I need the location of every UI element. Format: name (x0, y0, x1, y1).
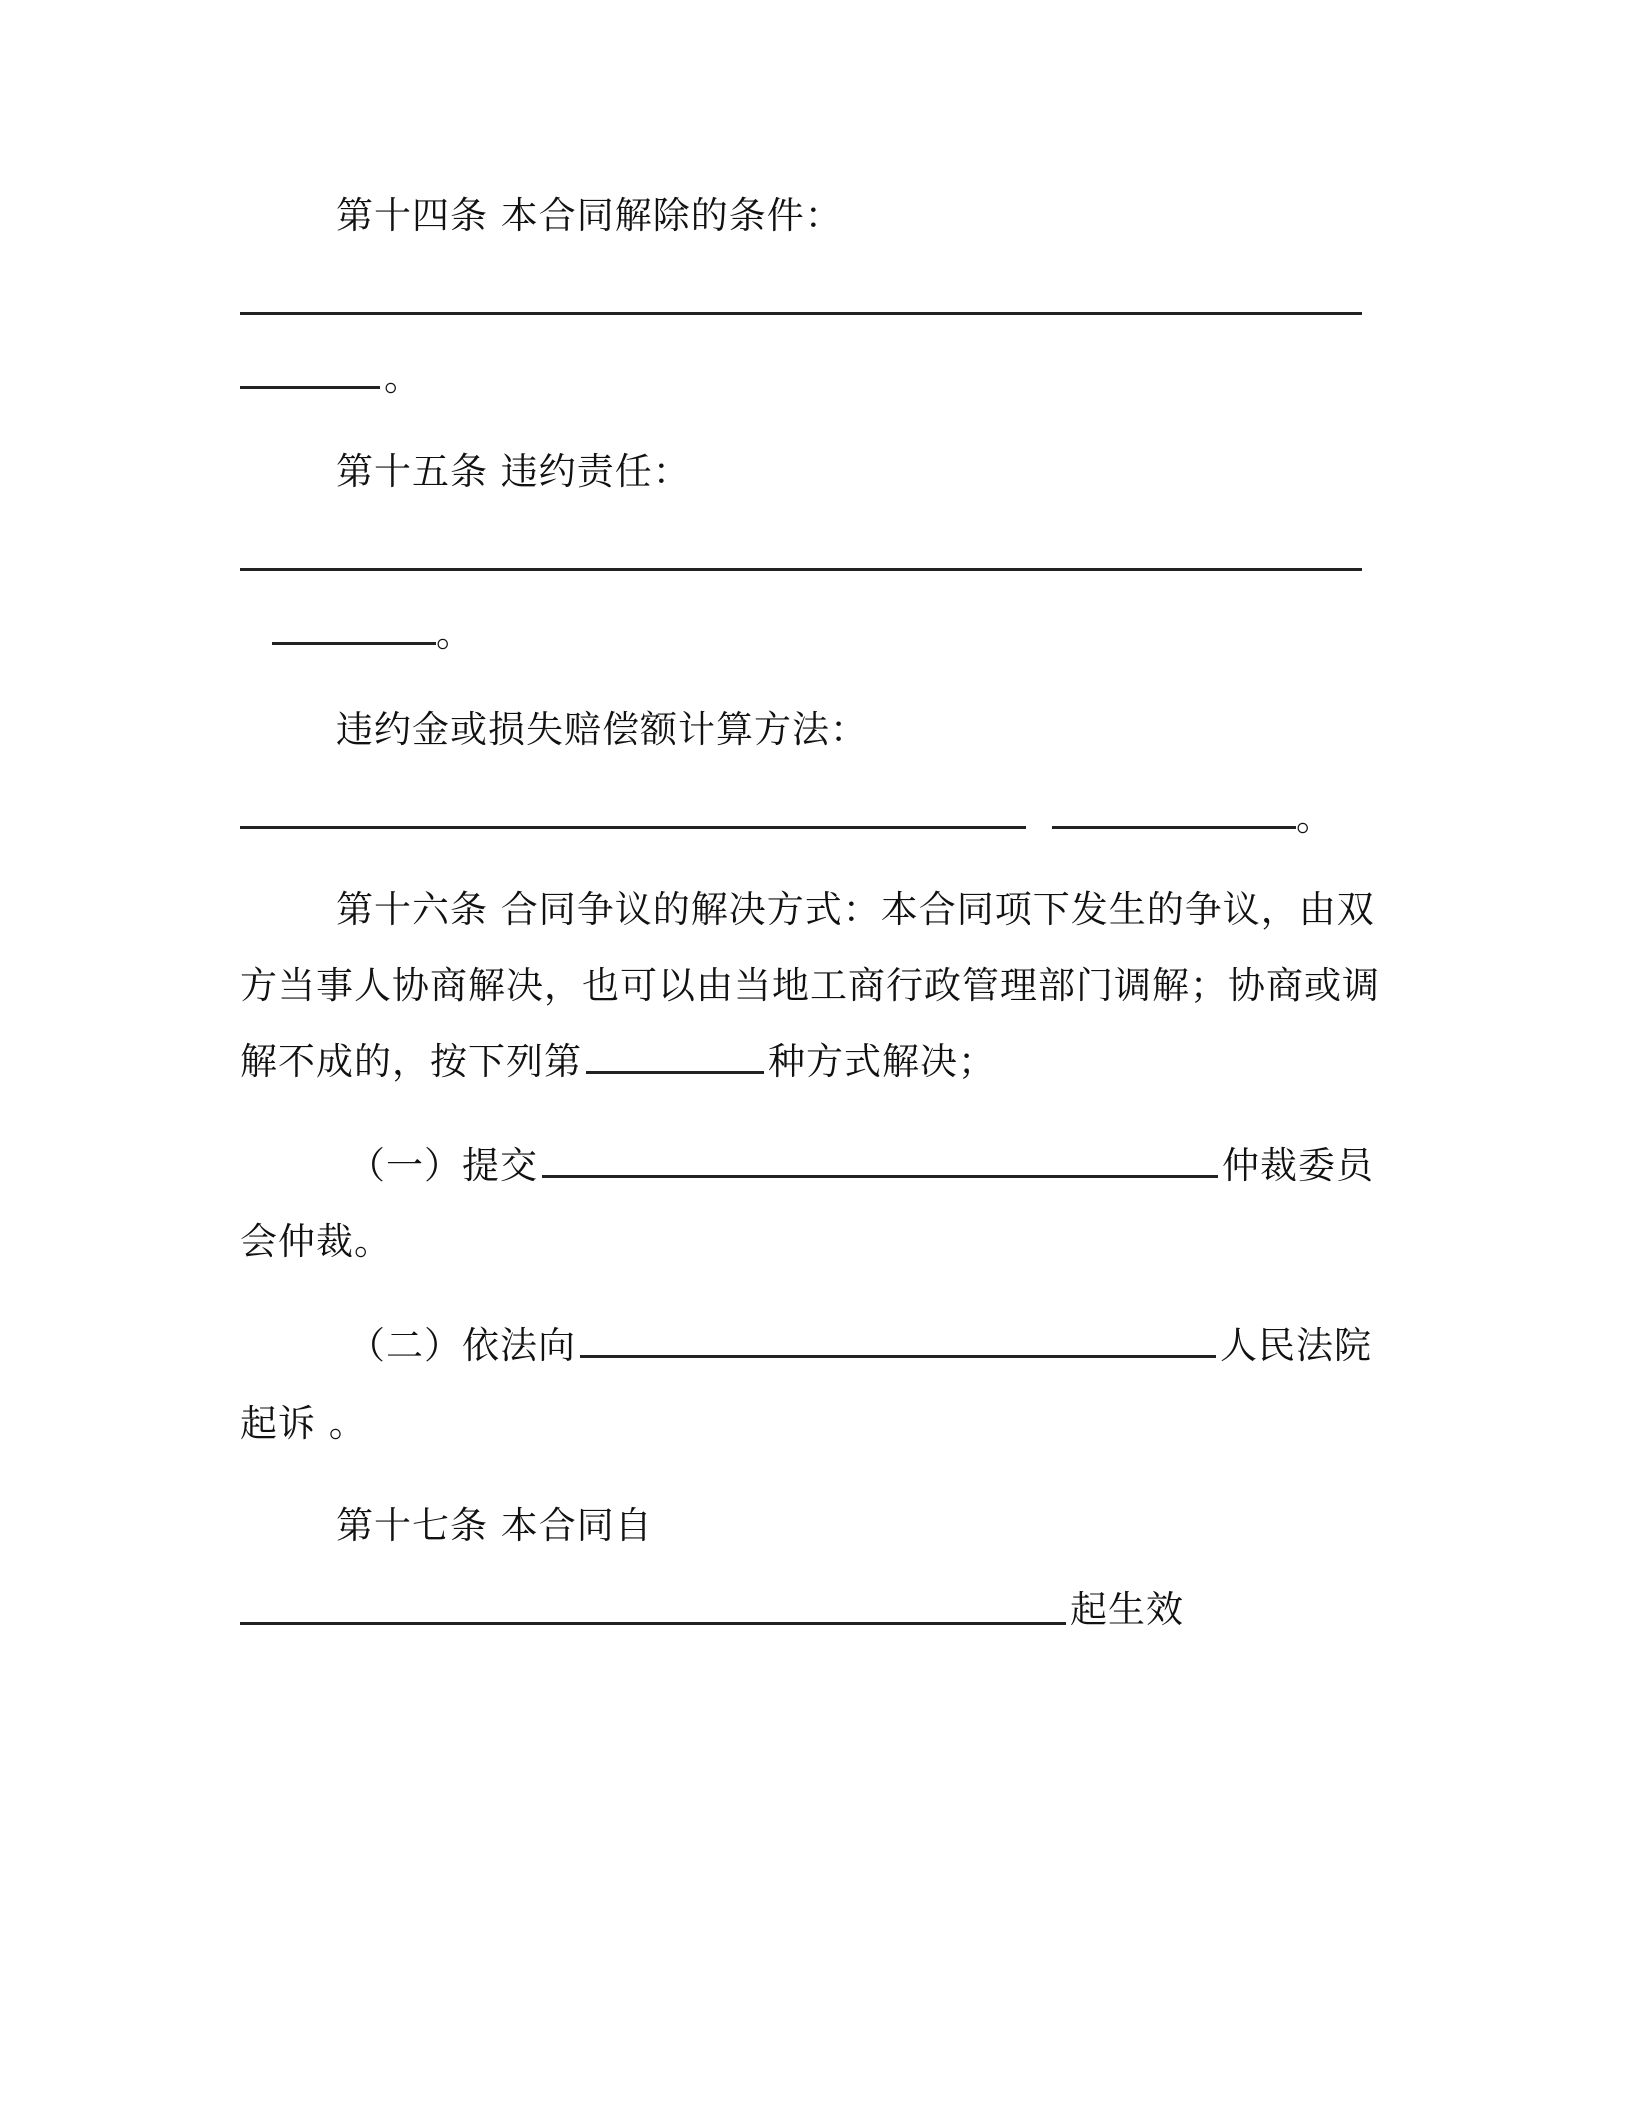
arbitration-committee-blank[interactable] (542, 1145, 1218, 1178)
option-2-line (348, 1324, 1372, 1368)
article-14-heading: 第十四条 本合同解除的条件： (336, 194, 843, 237)
article-14-blank-line-1[interactable] (240, 312, 1362, 315)
article-16-line-3-prefix: 解不成的，按下列第 (240, 1040, 582, 1083)
article-14-blank-line-2[interactable] (240, 386, 380, 389)
article-17-heading: 第十七条 本合同自 (336, 1504, 653, 1547)
article-16-line-2: 方当事人协商解决，也可以由当地工商行政管理部门调解；协商或调 (240, 964, 1380, 1007)
option-1-continuation: 会仲裁。 (240, 1220, 392, 1263)
article-16-line-1: 第十六条 合同争议的解决方式：本合同项下发生的争议，由双 (336, 888, 1375, 931)
article-16-line-3-suffix: 种方式解决； (768, 1040, 996, 1083)
penalty-calculation-label: 违约金或损失赔偿额计算方法： (336, 708, 868, 751)
article-17-suffix: 起生效 (1070, 1588, 1184, 1631)
effective-date-blank[interactable] (240, 1622, 1066, 1625)
article-16-line-3 (240, 1040, 996, 1084)
penalty-blank-line-1[interactable] (240, 826, 1026, 829)
penalty-end-mark: 。 (1296, 796, 1333, 839)
article-15-blank-line-1[interactable] (240, 568, 1362, 571)
article-15-blank-line-2[interactable] (272, 642, 436, 645)
resolution-method-number-blank[interactable] (586, 1041, 764, 1074)
penalty-blank-line-2[interactable] (1052, 826, 1296, 829)
option-2-continuation: 起诉 。 (240, 1402, 367, 1445)
option-1-prefix: （一）提交 (348, 1144, 538, 1187)
article-15-heading: 第十五条 违约责任： (336, 450, 691, 493)
article-15-end-mark: 。 (436, 612, 473, 655)
article-14-end-mark: 。 (384, 356, 421, 399)
peoples-court-blank[interactable] (580, 1325, 1216, 1358)
option-1-line (348, 1144, 1374, 1188)
option-2-prefix: （二）依法向 (348, 1324, 576, 1367)
option-2-suffix: 人民法院 (1220, 1324, 1372, 1367)
option-1-suffix: 仲裁委员 (1222, 1144, 1374, 1187)
